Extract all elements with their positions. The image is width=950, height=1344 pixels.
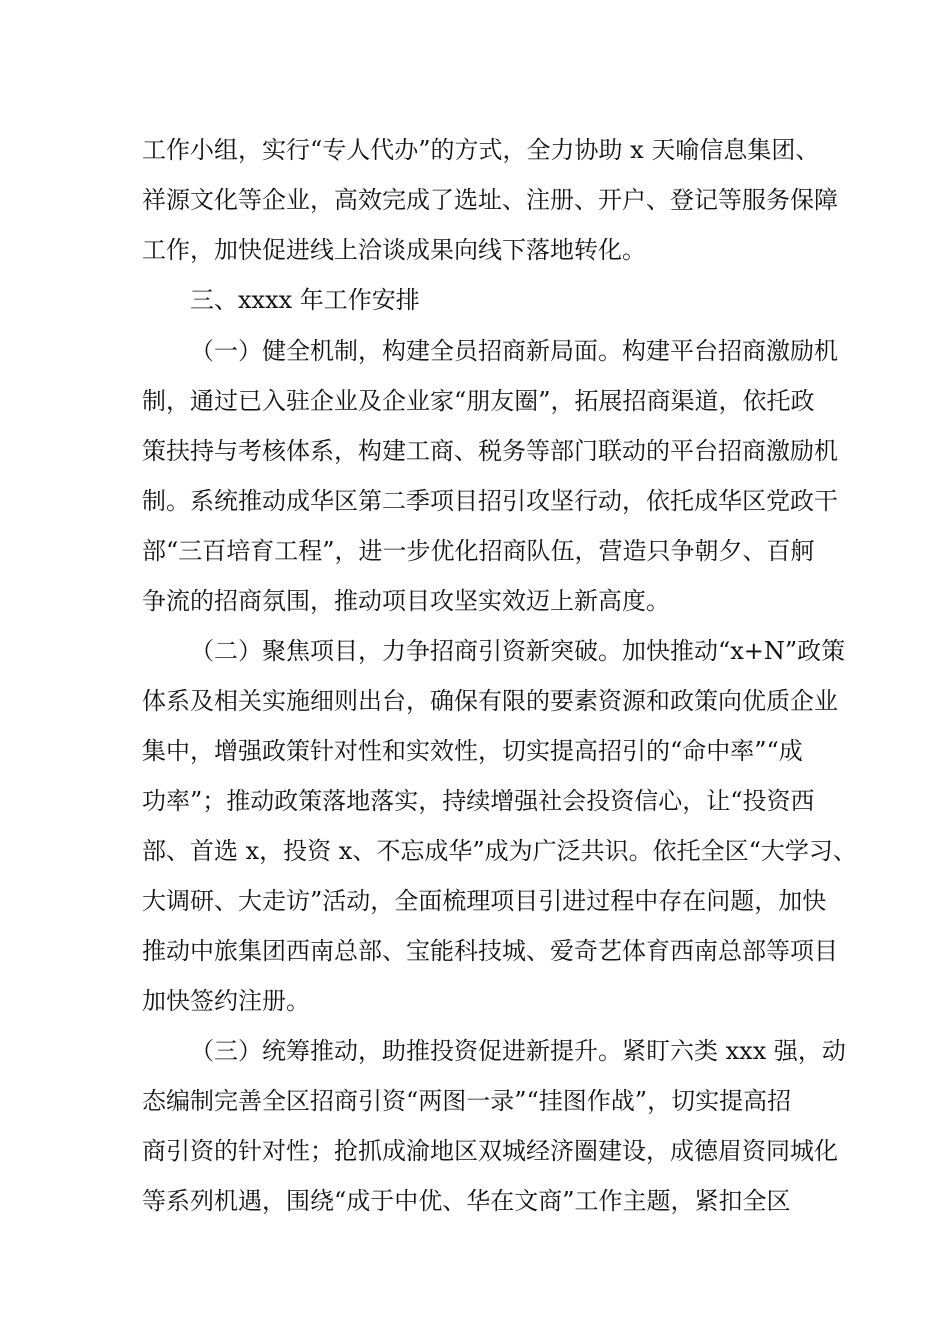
section-heading: 三、xxxx 年工作安排 bbox=[190, 286, 420, 314]
text-line: 制，通过已入驻企业及企业家“朋友圈”，拓展招商渠道，依托政 bbox=[142, 387, 815, 415]
text-line: 部“三百培育工程”，进一步优化招商队伍，营造只争朝夕、百舸 bbox=[142, 537, 815, 565]
text-line: 推动中旅集团西南总部、宝能科技城、爱奇艺体育西南总部等项目 bbox=[142, 937, 838, 965]
text-line: 部、首选 x，投资 x、不忘成华”成为广泛共识。依托全区“大学习、 bbox=[142, 837, 857, 865]
text-line: 大调研、大走访”活动，全面梳理项目引进过程中存在问题，加快 bbox=[142, 887, 827, 915]
text-line: 等系列机遇，围绕“成于中优、华在文商”工作主题，紧扣全区 bbox=[142, 1187, 791, 1215]
text-line: 态编制完善全区招商引资“两图一录”“挂图作战”，切实提高招 bbox=[142, 1087, 792, 1115]
text-line: 争流的招商氛围，推动项目攻坚实效迈上新高度。 bbox=[142, 587, 670, 615]
text-line: 工作，加快促进线上洽谈成果向线下落地转化。 bbox=[142, 236, 646, 264]
text-line: （二）聚焦项目，力争招商引资新突破。加快推动“x+N”政策 bbox=[190, 637, 846, 665]
text-line: 祥源文化等企业，高效完成了选址、注册、开户、登记等服务保障 bbox=[142, 186, 838, 214]
text-line: 加快签约注册。 bbox=[142, 987, 310, 1015]
text-line: （一）健全机制，构建全员招商新局面。构建平台招商激励机 bbox=[190, 337, 838, 365]
text-line: （三）统筹推动，助推投资促进新提升。紧盯六类 xxx 强，动 bbox=[190, 1037, 846, 1065]
text-line: 集中，增强政策针对性和实效性，切实提高招引的“命中率”“成 bbox=[142, 737, 803, 765]
text-line: 商引资的针对性；抢抓成渝地区双城经济圈建设，成德眉资同城化 bbox=[142, 1137, 838, 1165]
text-line: 制。系统推动成华区第二季项目招引攻坚行动，依托成华区党政干 bbox=[142, 487, 838, 515]
text-line: 策扶持与考核体系，构建工商、税务等部门联动的平台招商激励机 bbox=[142, 437, 838, 465]
text-line: 工作小组，实行“专人代办”的方式，全力协助 x 天喻信息集团、 bbox=[142, 136, 820, 164]
text-line: 功率”；推动政策落地落实，持续增强社会投资信心，让“投资西 bbox=[142, 787, 815, 815]
text-line: 体系及相关实施细则出台，确保有限的要素资源和政策向优质企业 bbox=[142, 687, 838, 715]
